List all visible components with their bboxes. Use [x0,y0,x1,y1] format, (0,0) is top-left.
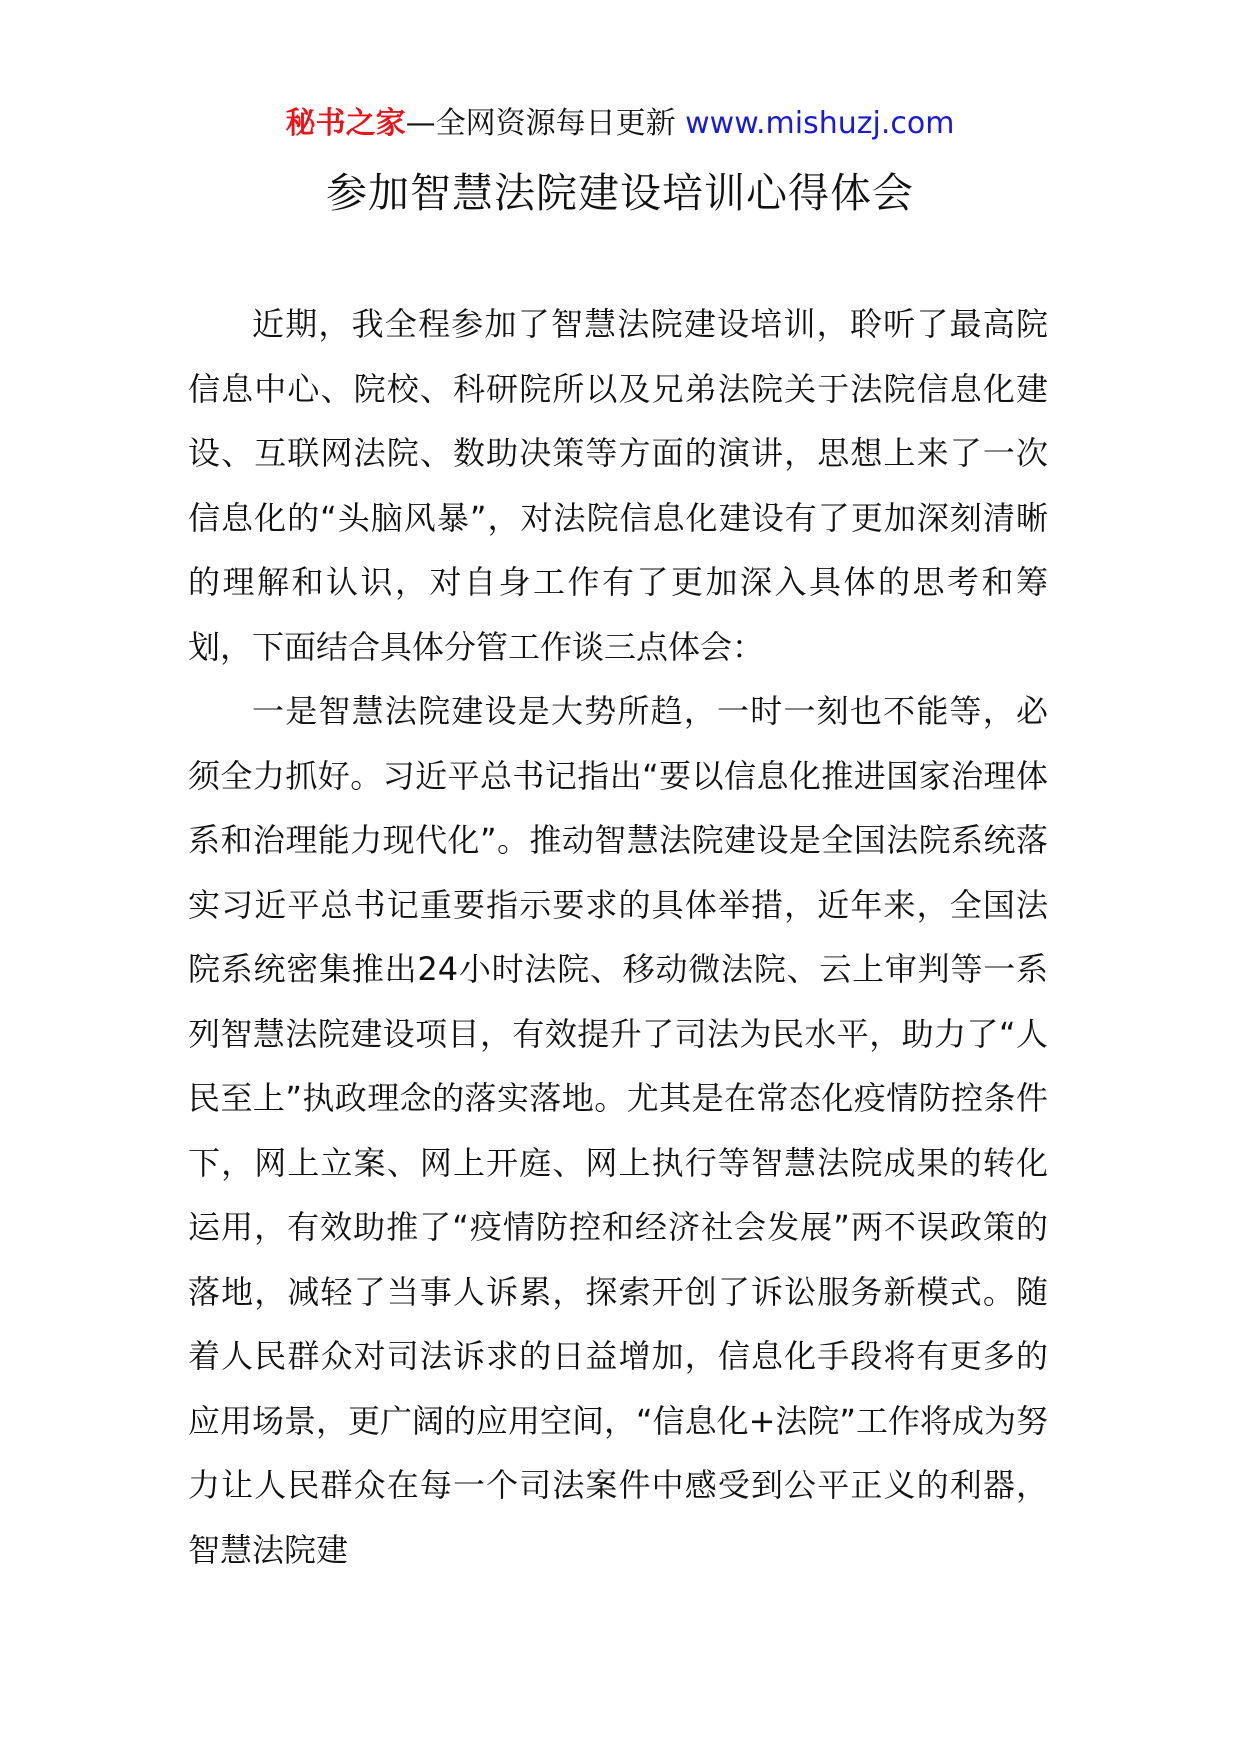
site-header [0,102,1240,146]
brand-name: 秘书之家 [285,106,406,141]
paragraph-point-one: 一是智慧法院建设是大势所趋，一时一刻也不能等，必须全力抓好。习近平总书记指出“要以信息化推进国家治理体系和治理能力现代化”。推动智慧法院建设是全国法院系统落实习近平总书记重要指示要求的具体举措，近年来，全国法院系统密集推出24小时法院、移动微法院、云上审判等一系列智慧法院建设项目，有效提升了司法为民水平，助力了“人民至上”执政理念的落实落地。尤其是在常态化疫情防控条件下，网上立案、网上开庭、网上执行等智慧法院成果的转化运用，有效助推了“疫情防控和经济社会发展”两不误政策的落地，减轻了当事人诉累，探索开创了诉讼服务新模式。随着人民群众对司法诉求的日益增加，信息化手段将有更多的应用场景，更广阔的应用空间，“信息化+法院”工作将成为努力让人民群众在每一个司法案件中感受到公平正义的利器，智慧法院建 [188,692,1048,1569]
document-title: 参加智慧法院建设培训心得体会 [326,169,914,217]
paragraph-intro: 近期，我全程参加了智慧法院建设培训，聆听了最高院信息中心、院校、科研院所以及兄弟法院关于法院信息化建设、互联网法院、数助决策等方面的演讲，思想上来了一次信息化的“头脑风暴”，对法院信息化建设有了更加深刻清晰的理解和认识，对自身工作有了更加深入具体的思考和筹划，下面结合具体分管工作谈三点体会： [188,305,1048,666]
site-url-link[interactable]: www.mishuzj.com [685,106,955,141]
document-body [188,292,1048,1582]
header-tagline: —全网资源每日更新 [405,106,676,141]
